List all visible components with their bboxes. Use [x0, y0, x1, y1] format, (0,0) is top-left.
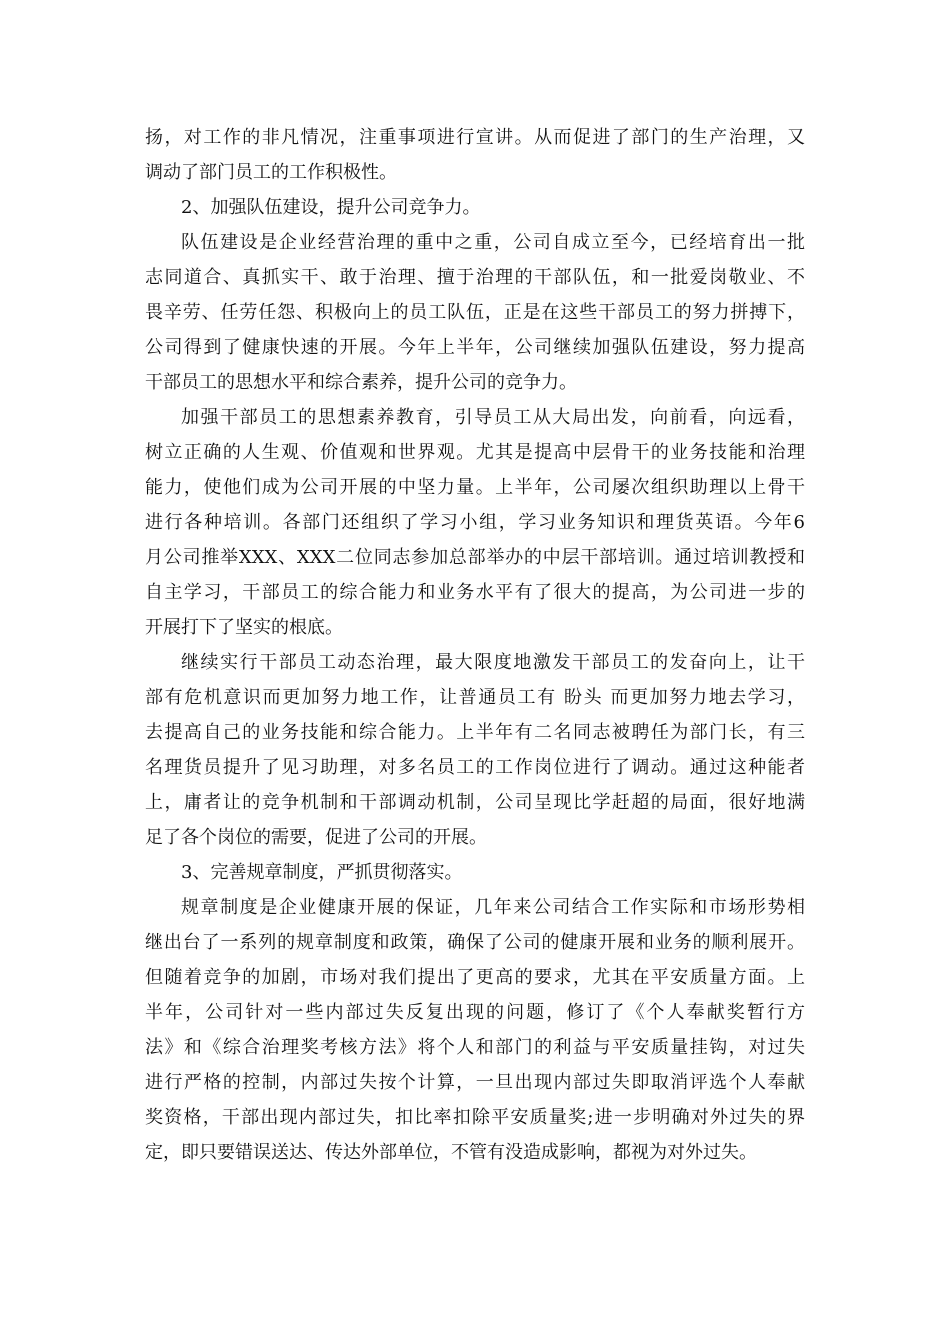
text-line: 树立正确的人生观、价值观和世界观。尤其是提高中层骨干的业务技能和治理: [145, 442, 805, 463]
text-line: 定，即只要错误送达、传达外部单位，不管有没造成影响，都视为对外过失。: [145, 1142, 757, 1163]
text-line: 干部员工的思想水平和综合素养，提升公司的竞争力。: [145, 372, 577, 393]
text-line: 月公司推举XXX、XXX二位同志参加总部举办的中层干部培训。通过培训教授和: [145, 547, 805, 568]
text-line: 名理货员提升了见习助理，对多名员工的工作岗位进行了调动。通过这种能者: [145, 757, 805, 778]
text-line: 继出台了一系列的规章制度和政策，确保了公司的健康开展和业务的顺利展开。: [145, 932, 805, 953]
text-line: 队伍建设是企业经营治理的重中之重，公司自成立至今，已经培育出一批: [181, 232, 805, 253]
text-line: 部有危机意识而更加努力地工作，让普通员工有 盼头 而更加努力地去学习，: [145, 687, 805, 708]
text-line: 开展打下了坚实的根底。: [145, 617, 343, 638]
text-line: 调动了部门员工的工作积极性。: [145, 162, 397, 183]
text-line: 但随着竞争的加剧，市场对我们提出了更高的要求，尤其在平安质量方面。上: [145, 967, 805, 988]
text-line: 2、加强队伍建设，提升公司竞争力。: [181, 197, 481, 218]
text-line: 足了各个岗位的需要，促进了公司的开展。: [145, 827, 487, 848]
text-line: 上，庸者让的竞争机制和干部调动机制，公司呈现比学赶超的局面，很好地满: [145, 792, 805, 813]
text-line: 半年，公司针对一些内部过失反复出现的问题，修订了《个人奉献奖暂行方: [145, 1002, 805, 1023]
text-line: 加强干部员工的思想素养教育，引导员工从大局出发，向前看，向远看，: [181, 407, 805, 428]
text-line: 继续实行干部员工动态治理，最大限度地激发干部员工的发奋向上，让干: [181, 652, 805, 673]
text-line: 畏辛劳、任劳任怨、积极向上的员工队伍，正是在这些干部员工的努力拼搏下，: [145, 302, 805, 323]
text-line: 自主学习，干部员工的综合能力和业务水平有了很大的提高，为公司进一步的: [145, 582, 805, 603]
text-line: 法》和《综合治理奖考核方法》将个人和部门的利益与平安质量挂钩，对过失: [145, 1037, 805, 1058]
text-line: 规章制度是企业健康开展的保证，几年来公司结合工作实际和市场形势相: [181, 897, 805, 918]
text-line: 进行各种培训。各部门还组织了学习小组，学习业务知识和理货英语。今年6: [145, 512, 805, 533]
text-line: 3、完善规章制度，严抓贯彻落实。: [181, 862, 463, 883]
text-line: 公司得到了健康快速的开展。今年上半年，公司继续加强队伍建设，努力提高: [145, 337, 805, 358]
document-page: [145, 120, 805, 1170]
text-line: 奖资格，干部出现内部过失，扣比率扣除平安质量奖;进一步明确对外过失的界: [145, 1107, 805, 1128]
text-line: 扬，对工作的非凡情况，注重事项进行宣讲。从而促进了部门的生产治理，又: [145, 127, 805, 148]
text-line: 能力，使他们成为公司开展的中坚力量。上半年，公司屡次组织助理以上骨干: [145, 477, 805, 498]
text-line: 去提高自己的业务技能和综合能力。上半年有二名同志被聘任为部门长，有三: [145, 722, 805, 743]
text-line: 进行严格的控制，内部过失按个计算，一旦出现内部过失即取消评选个人奉献: [145, 1072, 805, 1093]
text-line: 志同道合、真抓实干、敢于治理、擅于治理的干部队伍，和一批爱岗敬业、不: [145, 267, 805, 288]
